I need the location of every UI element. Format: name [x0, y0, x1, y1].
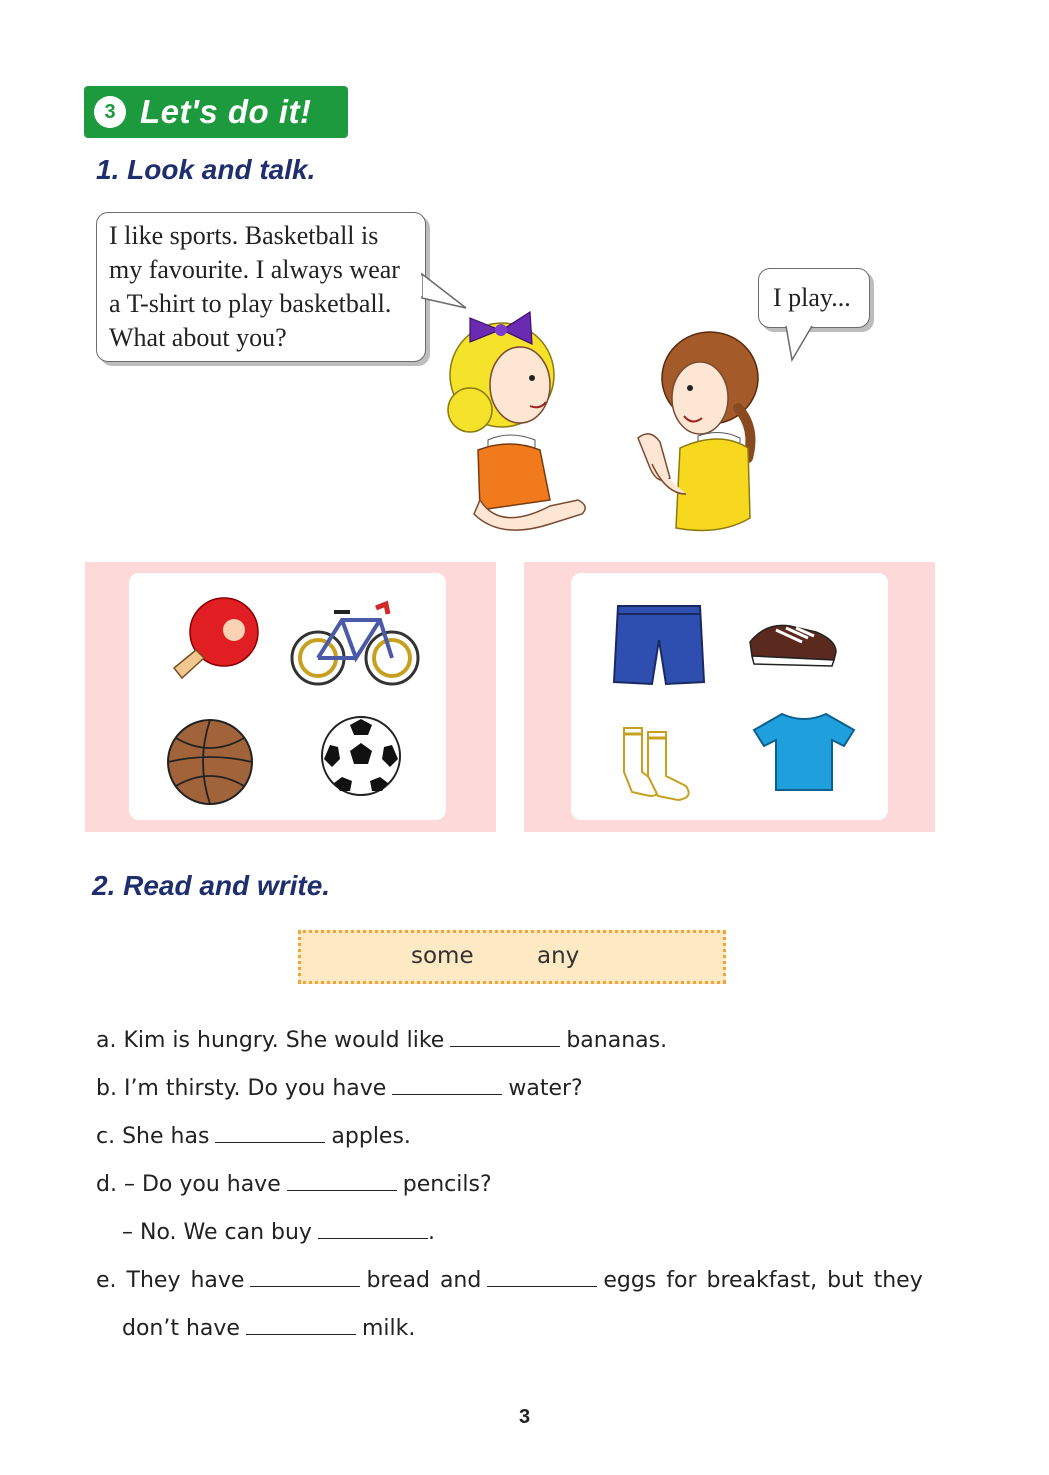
question-e-continued: [122, 1314, 415, 1341]
question-b: [96, 1074, 583, 1101]
word-box: [298, 930, 726, 984]
question-text: a. Kim is hungry. She would like: [96, 1028, 445, 1053]
word-option: some: [411, 943, 474, 969]
question-text: d. – Do you have: [96, 1172, 281, 1197]
bubble-line: What about you?: [109, 323, 287, 352]
question-text: – No. We can buy: [122, 1220, 312, 1245]
section-number: 3: [94, 96, 126, 128]
question-text: don’t have: [122, 1316, 240, 1341]
question-text: bananas.: [566, 1028, 668, 1053]
girl-blonde-illustration: [440, 300, 600, 540]
page-number: 3: [518, 1406, 531, 1428]
question-d: [96, 1170, 492, 1197]
speech-bubble-right: I play...: [758, 268, 870, 328]
question-text: apples.: [331, 1124, 411, 1149]
question-d-reply: [122, 1218, 435, 1245]
answer-blank[interactable]: [215, 1122, 325, 1143]
exercise-2-title: 2. Read and write.: [92, 870, 331, 901]
question-text: c. She has: [96, 1124, 210, 1149]
question-text: milk.: [361, 1316, 416, 1341]
question-e: [96, 1266, 923, 1293]
exercise-1-title: 1. Look and talk.: [96, 154, 316, 185]
section-header: [84, 86, 348, 138]
bicycle-icon: [290, 596, 420, 688]
sneakers-icon: [746, 612, 840, 670]
question-text: e. They have: [96, 1268, 245, 1293]
bubble-tail-right: [782, 324, 822, 364]
answer-blank[interactable]: [287, 1170, 397, 1191]
answer-blank[interactable]: [450, 1026, 560, 1047]
bubble-line: I like sports. Basketball is: [109, 221, 379, 250]
question-text: pencils?: [402, 1172, 492, 1197]
answer-blank[interactable]: [392, 1074, 502, 1095]
table-tennis-bat-icon: [168, 596, 260, 680]
question-c: [96, 1122, 411, 1149]
bubble-line: my favourite. I always wear: [109, 255, 400, 284]
shorts-icon: [612, 600, 706, 688]
answer-blank[interactable]: [250, 1266, 360, 1287]
question-text: b. I’m thirsty. Do you have: [96, 1076, 387, 1101]
question-text: bread and: [366, 1268, 482, 1293]
section-title: Let's do it!: [140, 93, 312, 130]
question-a: [96, 1026, 667, 1053]
answer-blank[interactable]: [487, 1266, 597, 1287]
t-shirt-icon: [752, 710, 856, 792]
answer-blank[interactable]: [246, 1314, 356, 1335]
speech-bubble-left: [96, 212, 426, 362]
question-text: water?: [508, 1076, 583, 1101]
socks-icon: [614, 722, 698, 802]
basketball-icon: [166, 718, 254, 806]
girl-brunette-illustration: [630, 318, 780, 548]
word-option: any: [537, 943, 580, 969]
football-icon: [320, 715, 402, 797]
bubble-line: a T-shirt to play basketball.: [109, 289, 392, 318]
question-text: .: [427, 1220, 435, 1245]
question-text: eggs for breakfast, but they: [603, 1268, 923, 1293]
answer-blank[interactable]: [318, 1218, 428, 1239]
